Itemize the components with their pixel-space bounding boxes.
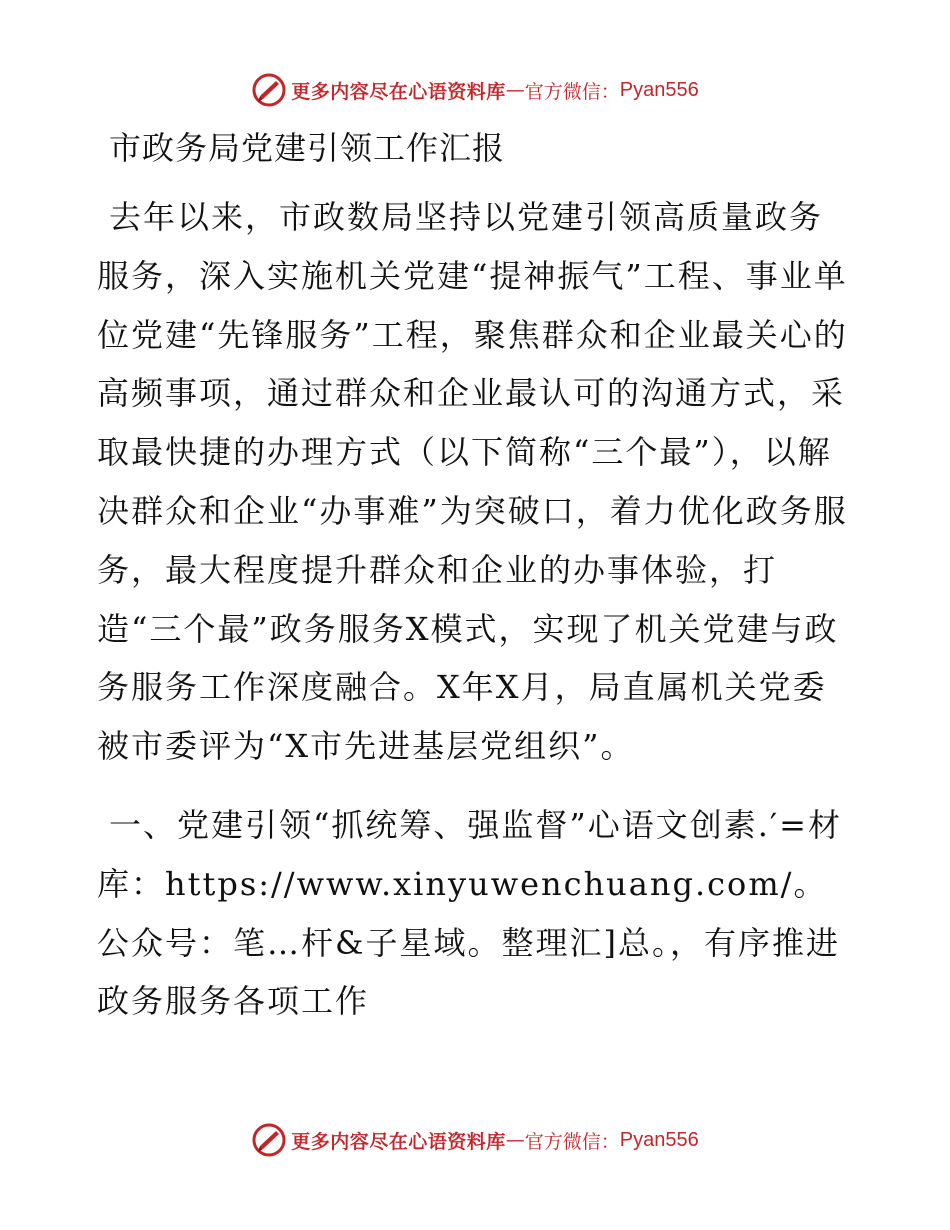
body-paragraph-section-one: 一、党建引领“抓统筹、强监督”心语文创素.′=材库：https://www.xinyuwenchuang.com/。公众号：笔…杆&子星域。整理汇]总。，有序推进政务服务各项工作 bbox=[97, 805, 842, 1021]
watermark-wechat-label: 官方微信： bbox=[524, 1130, 620, 1153]
footer-watermark bbox=[0, 1118, 950, 1162]
watermark-wechat-id: Pyan556 bbox=[619, 1128, 699, 1151]
watermark-dash: — bbox=[505, 79, 525, 101]
brand-logo-icon bbox=[251, 72, 287, 108]
body-paragraph-intro: 去年以来，市政数局坚持以党建引领高质量政务服务，深入实施机关党建“提神振气”工程、事业单位党建“先锋服务”工程，聚焦群众和企业最关心的高频事项，通过群众和企业最认可的沟通方式，采取最快捷的办理方式（以下简称“三个最”），以解决群众和企业“办事难”为突破口，着力优化政务服务，最大程度提升群众和企业的办事体验，打造“三个最”政务服务X模式，实现了机关党建与政务服务工作深度融合。X年X月，局直属机关党委被市委评为“X市先进基层党组织”。 bbox=[97, 198, 848, 766]
watermark-brand-text: 更多内容尽在心语资料库 bbox=[291, 1130, 506, 1153]
watermark-wechat-label: 官方微信： bbox=[524, 80, 620, 103]
document-body bbox=[97, 122, 853, 1031]
watermark-wechat-id: Pyan556 bbox=[619, 78, 699, 101]
watermark-brand-text: 更多内容尽在心语资料库 bbox=[291, 80, 506, 103]
watermark-dash: — bbox=[505, 1129, 525, 1151]
document-title: 市政务局党建引领工作汇报 bbox=[109, 129, 506, 167]
brand-logo-icon bbox=[251, 1122, 287, 1158]
header-watermark bbox=[0, 68, 950, 112]
